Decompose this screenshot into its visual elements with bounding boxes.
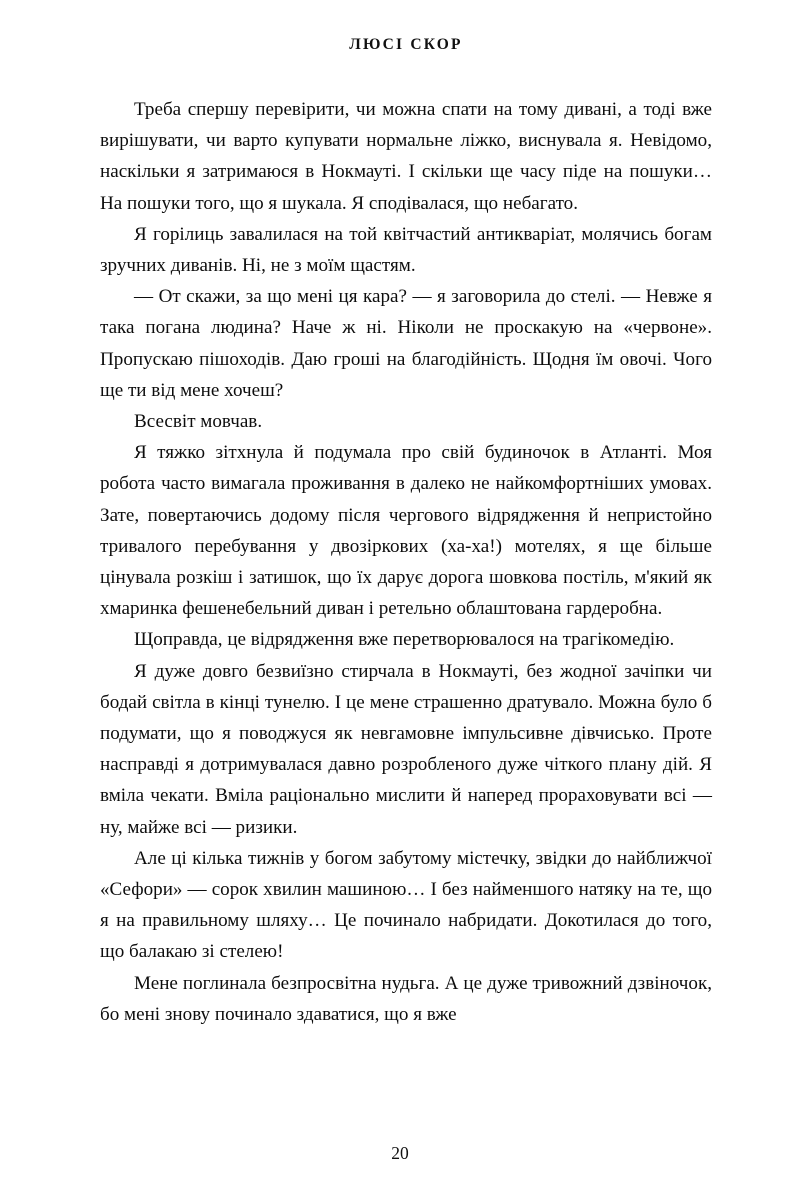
paragraph: Щоправда, це відрядження вже перетворювалося на трагікомедію. xyxy=(134,629,675,651)
paragraph: Я горілиць завалилася на той квітчастий антикваріат, молячись богам зручних диванів. Ні, не з моїм щастям. xyxy=(100,223,712,277)
paragraph: Я дуже довго безвиїзно стирчала в Нокмауті, без жодної зачіпки чи бодай світла в кінці тунелю. І це мене страшенно дратувало. Можна було б подумати, що я поводжуся як невгамовне імпульсивне дівчисько. Проте насправді я дотримувалася давно розробленого дуже чіткого плану дій. Я вміла чекати. Вміла раціонально мислити й наперед прораховувати всі — ну, майже всі — ризики. xyxy=(100,660,712,838)
paragraph: Мене поглинала безпросвітна нудьга. А це дуже тривожний дзвіночок, бо мені знову починало здаватися, що я вже xyxy=(100,972,712,1025)
paragraph: Всесвіт мовчав. xyxy=(134,411,263,433)
running-head: ЛЮСІ СКОР xyxy=(349,36,463,53)
paragraph: — От скажи, за що мені ця кара? — я заговорила до стелі. — Невже я така погана людина? Наче ж ні. Ніколи не проскакую на «червоне». Пропускаю пішоходів. Даю гроші на благодійність. Щодня їм овочі. Чого ще ти від мене хочеш? xyxy=(100,286,712,401)
paragraph: Треба спершу перевірити, чи можна спати на тому дивані, а тоді вже вирішувати, чи варто купувати нормальне ліжко, виснувала я. Невідомо, наскільки я затримаюся в Нокмауті. І скільки ще часу піде на пошуки… На пошуки того, що я шукала. Я сподівалася, що небагато. xyxy=(100,99,712,214)
paragraph: Але ці кілька тижнів у богом забутому містечку, звідки до найближчої «Сефори» — сорок хвилин машиною… І без найменшого натяку на те, що я на правильному шляху… Це починало набридати. Докотилася до того, що балакаю зі стелею! xyxy=(100,847,712,963)
page-number: 20 xyxy=(391,1143,409,1163)
paragraph: Я тяжко зітхнула й подумала про свій будиночок в Атланті. Моя робота часто вимагала проживання в далеко не найкомфортніших умовах. Зате, повертаючись додому після чергового відрядження й непристойно тривалого перебування у двозіркових (ха-ха!) мотелях, я ще більше цінувала розкіш і затишок, що їх дарує дорога шовкова постіль, м'який як хмаринка фешенебельний диван і ретельно облаштована гардеробна. xyxy=(100,442,712,620)
body-text xyxy=(100,94,712,1030)
